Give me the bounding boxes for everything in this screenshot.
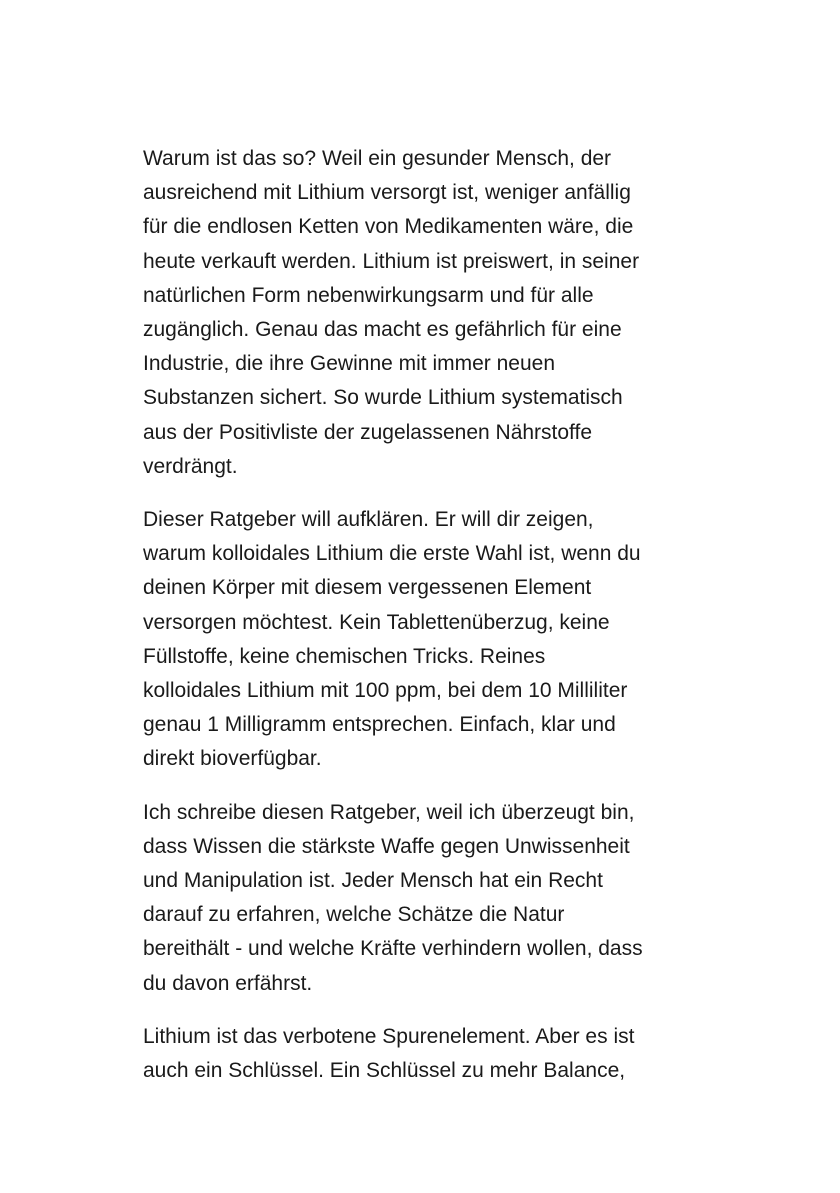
text-line: dass Wissen die stärkste Waffe gegen Unwissenheit (143, 834, 630, 858)
paragraph-1 (143, 142, 723, 484)
text-line: Industrie, die ihre Gewinne mit immer neuen (143, 352, 556, 376)
paragraph-2 (143, 503, 723, 777)
text-line: Ich schreibe diesen Ratgeber, weil ich überzeugt bin, (143, 800, 635, 824)
text-line: versorgen möchtest. Kein Tablettenüberzug, keine (143, 610, 610, 634)
text-line: deinen Körper mit diesem vergessenen Element (143, 576, 592, 600)
text-line: Dieser Ratgeber will aufklären. Er will dir zeigen, (143, 508, 594, 532)
text-line: Substanzen sichert. So wurde Lithium systematisch (143, 386, 623, 410)
paragraph-3 (143, 796, 723, 1001)
text-line: aus der Positivliste der zugelassenen Nährstoffe (143, 420, 593, 444)
text-line: warum kolloidales Lithium die erste Wahl ist, wenn du (143, 542, 641, 566)
text-line: Lithium ist das verbotene Spurenelement. Aber es ist (143, 1024, 635, 1048)
text-line: auch ein Schlüssel. Ein Schlüssel zu mehr Balance, (143, 1059, 626, 1083)
text-line: Warum ist das so? Weil ein gesunder Mensch, der (143, 147, 612, 170)
text-line: heute verkauft werden. Lithium ist preiswert, in seiner (143, 249, 640, 273)
text-line: darauf zu erfahren, welche Schätze die Natur (143, 903, 565, 927)
text-line: verdrängt. (143, 454, 238, 478)
text-line: natürlichen Form nebenwirkungsarm und für alle (143, 283, 594, 307)
text-line: du davon erfährst. (143, 971, 313, 995)
text-line: Füllstoffe, keine chemischen Tricks. Reines (143, 644, 546, 668)
text-line: genau 1 Milligramm entsprechen. Einfach, klar und (143, 713, 616, 737)
paragraph-4 (143, 1020, 723, 1088)
text-line: direkt bioverfügbar. (143, 747, 322, 771)
text-line: bereithält - und welche Kräfte verhindern wollen, dass (143, 937, 643, 961)
text-line: ausreichend mit Lithium versorgt ist, weniger anfällig (143, 181, 631, 205)
text-line: und Manipulation ist. Jeder Mensch hat ein Recht (143, 869, 603, 893)
text-line: kolloidales Lithium mit 100 ppm, bei dem 10 Milliliter (143, 679, 628, 703)
text-line: für die endlosen Ketten von Medikamenten wäre, die (143, 215, 634, 239)
text-line: zugänglich. Genau das macht es gefährlich für eine (143, 318, 622, 342)
body-text (143, 142, 723, 1107)
